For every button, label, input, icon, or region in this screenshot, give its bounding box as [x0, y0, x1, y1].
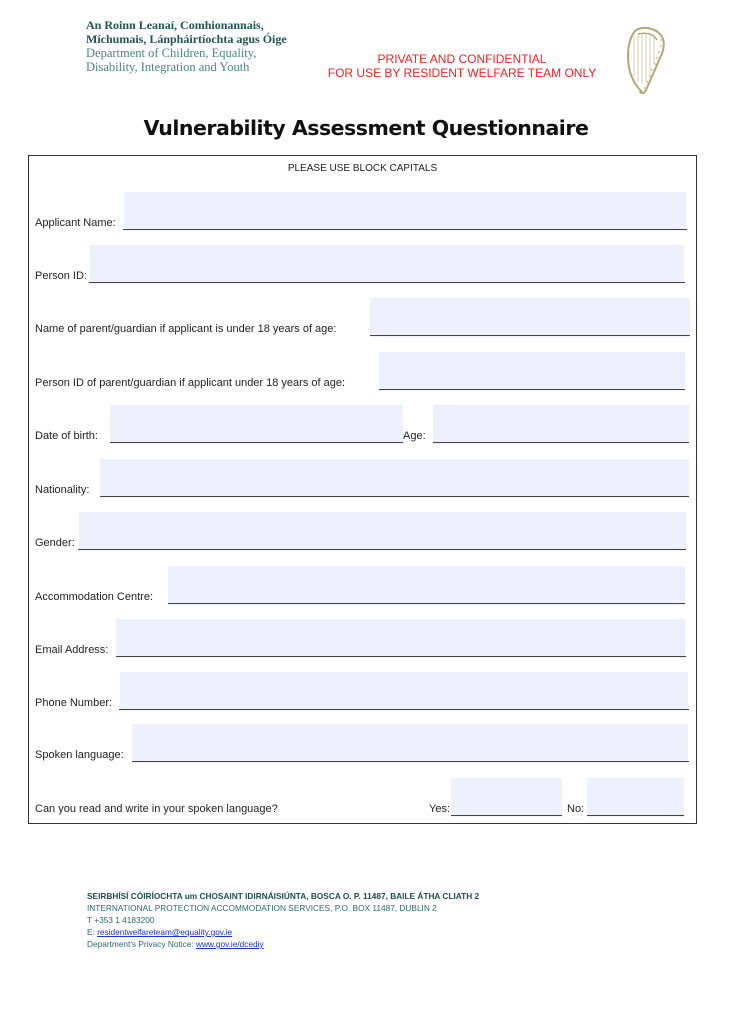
phone-number-label: Phone Number: [35, 697, 113, 709]
age-underline [433, 442, 689, 443]
footer-privacy-row [87, 938, 479, 950]
age-field[interactable] [433, 405, 689, 444]
gender-field[interactable] [79, 512, 686, 551]
gender-underline [78, 549, 686, 550]
age-label: Age: [403, 430, 426, 442]
footer-phone: T +353 1 4183200 [87, 915, 155, 925]
person-id-underline [89, 282, 685, 283]
confidential-notice [312, 52, 612, 80]
block-capitals-instruction: PLEASE USE BLOCK CAPITALS [287, 163, 438, 174]
footer-email-prefix: E: [87, 927, 98, 937]
department-english-line1: Department of Children, Equality, [86, 46, 257, 60]
read-write-no-underline [587, 815, 684, 816]
guardian-person-id-underline [379, 389, 685, 390]
department-name [86, 18, 287, 74]
gender-label: Gender: [35, 537, 75, 549]
guardian-name-field[interactable] [370, 298, 690, 337]
department-irish-line1: An Roinn Leanaí, Comhionannais, [86, 18, 264, 32]
date-of-birth-label: Date of birth: [35, 430, 98, 442]
accommodation-centre-field[interactable] [168, 566, 685, 605]
page-title: Vulnerability Assessment Questionnaire [143, 116, 589, 140]
guardian-person-id-field[interactable] [379, 352, 685, 391]
harp-icon [624, 24, 670, 96]
footer-email-row [87, 926, 479, 938]
footer-privacy-prefix: Department's Privacy Notice: [87, 939, 197, 949]
footer-irish-address: SEIRBHÍSÍ CÓIRÍOCHTA um CHOSAINT IDIRNÁISIÚNTA, BOSCA O. P. 11487, BAILE ÁTHA CLIATH 2 [87, 891, 480, 901]
read-write-no-label: No: [567, 803, 585, 815]
person-id-label: Person ID: [35, 270, 87, 282]
date-of-birth-underline [110, 442, 403, 443]
read-write-question-label: Can you read and write in your spoken language? [35, 803, 278, 815]
footer [87, 890, 479, 950]
read-write-yes-underline [451, 815, 562, 816]
date-of-birth-field[interactable] [110, 405, 403, 444]
read-write-no-field[interactable] [587, 778, 684, 817]
footer-email-link[interactable]: residentwelfareteam@equality.gov.ie [97, 927, 233, 937]
nationality-field[interactable] [100, 459, 689, 498]
spoken-language-field[interactable] [132, 724, 688, 763]
guardian-name-label: Name of parent/guardian if applicant is under 18 years of age: [35, 323, 337, 335]
footer-english-address: INTERNATIONAL PROTECTION ACCOMMODATION SERVICES, P.O. BOX 11487, DUBLIN 2 [87, 903, 437, 913]
applicant-name-label: Applicant Name: [35, 217, 116, 229]
email-label: Email Address: [35, 644, 109, 656]
guardian-name-underline [370, 335, 690, 336]
spoken-language-underline [132, 761, 689, 762]
read-write-yes-field[interactable] [451, 778, 562, 817]
spoken-language-label: Spoken language: [35, 749, 124, 761]
nationality-underline [100, 496, 689, 497]
read-write-yes-label: Yes: [429, 803, 451, 815]
phone-number-underline [119, 709, 689, 710]
email-underline [116, 656, 686, 657]
confidential-line2: FOR USE BY RESIDENT WELFARE TEAM ONLY [327, 66, 597, 80]
department-english-line2: Disability, Integration and Youth [86, 60, 250, 74]
phone-number-field[interactable] [120, 672, 688, 711]
accommodation-centre-label: Accommodation Centre: [35, 591, 153, 603]
confidential-line1: PRIVATE AND CONFIDENTIAL [377, 52, 547, 66]
applicant-name-underline [123, 229, 687, 230]
department-irish-line2: Míchumais, Lánpháirtíochta agus Óige [86, 32, 287, 46]
email-field[interactable] [116, 619, 685, 658]
applicant-name-field[interactable] [124, 192, 686, 231]
guardian-person-id-label: Person ID of parent/guardian if applicant under 18 years of age: [35, 377, 346, 389]
nationality-label: Nationality: [35, 484, 90, 496]
person-id-field[interactable] [90, 245, 684, 284]
footer-privacy-link[interactable]: www.gov.ie/dcediy [196, 939, 264, 949]
accommodation-centre-underline [168, 603, 685, 604]
